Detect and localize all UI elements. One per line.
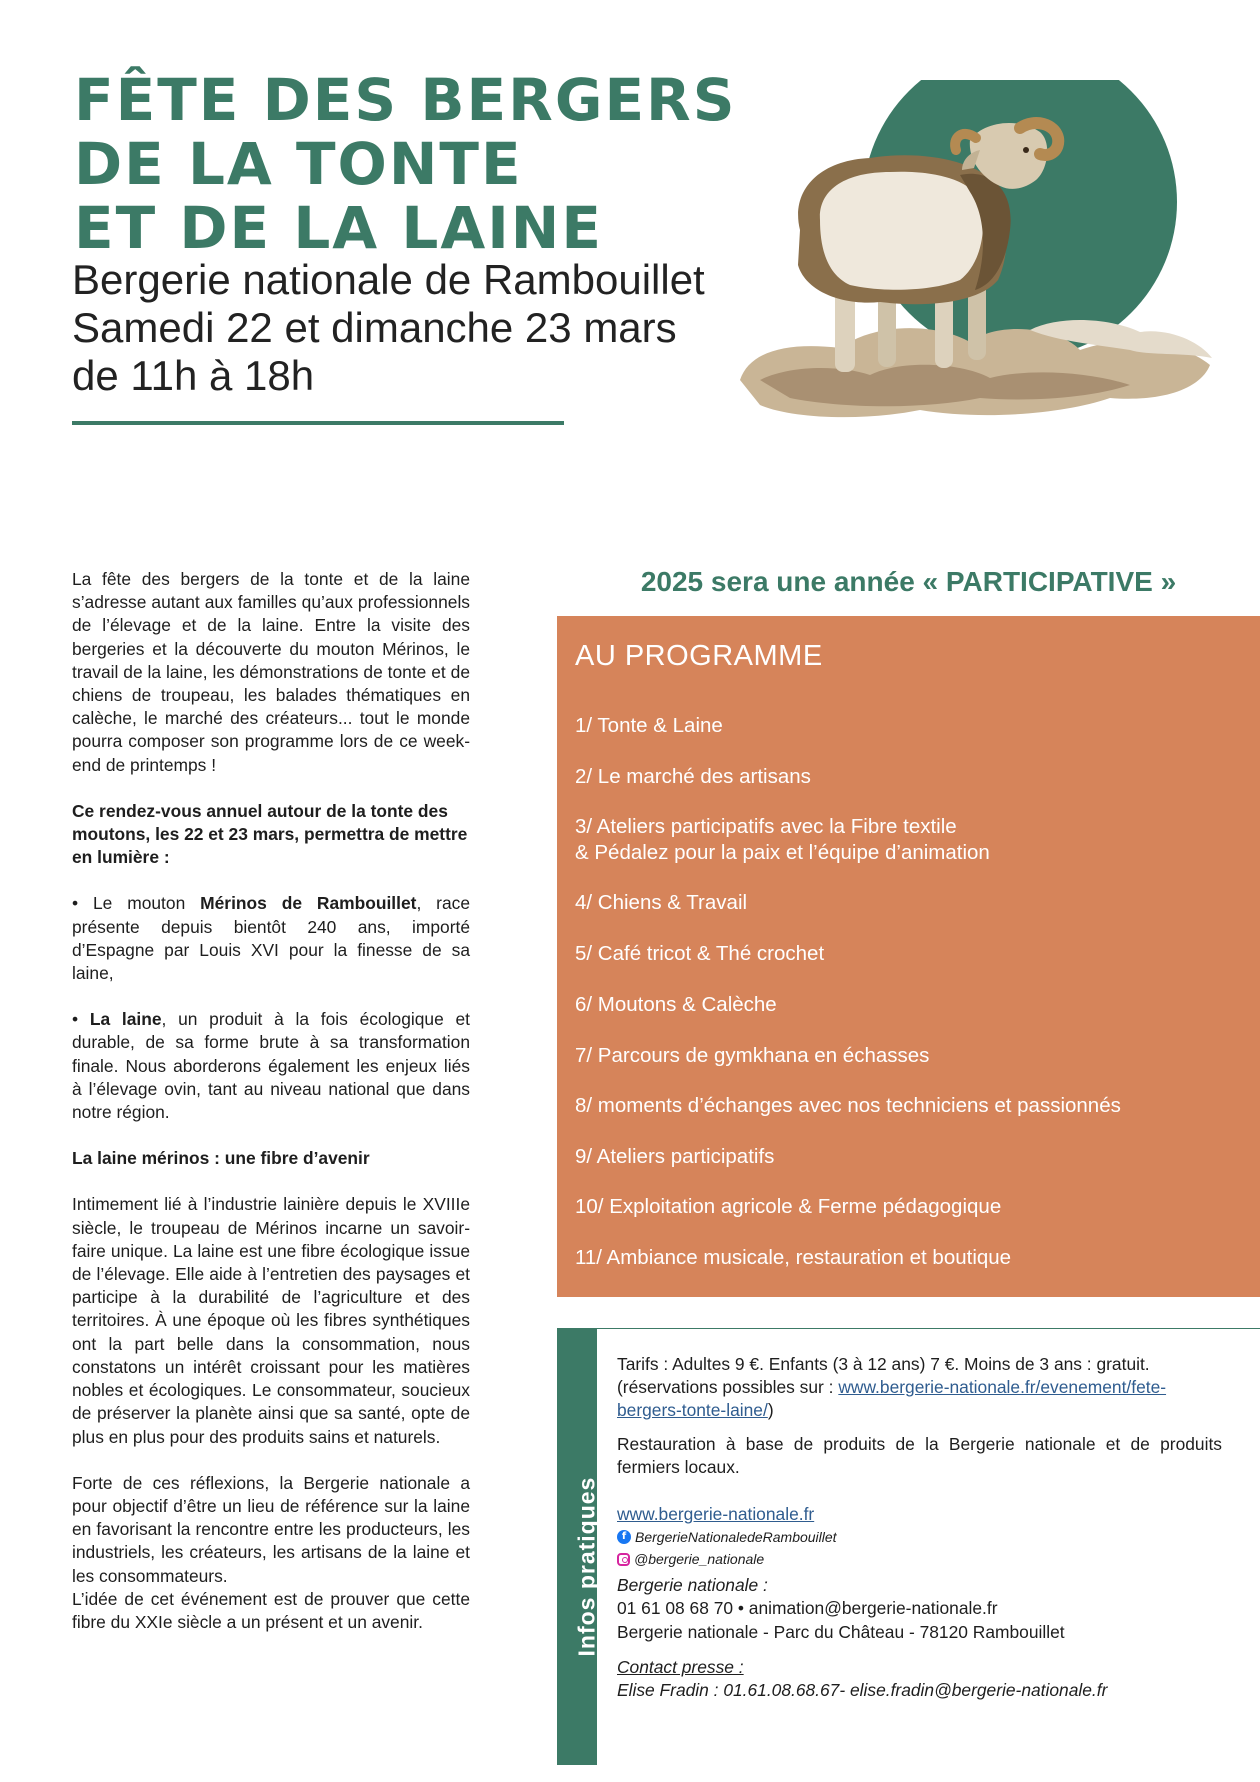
reservation-close: ) [767,1400,774,1421]
facebook-row[interactable] [617,1526,1222,1548]
idea-paragraph: L’idée de cet événement est de prouver que cette fibre du XXIe siècle a un présent et un avenir. [72,1588,470,1632]
reservation [617,1376,1222,1422]
program-item: 1/ Tonte & Laine [575,714,723,737]
program-heading: AU PROGRAMME [575,640,823,672]
bullet-merinos [72,892,470,985]
program-item: 5/ Café tricot & Thé crochet [575,942,825,965]
event-title [74,68,737,260]
program-item: 6/ Moutons & Calèche [575,993,777,1016]
press-label: Contact presse : [617,1656,744,1677]
program-box [557,616,1260,1297]
instagram-icon [617,1553,630,1566]
infos-content [617,1353,1222,1702]
merinos-paragraph: Intimement lié à l’industrie lainière depuis le XVIIIe siècle, le troupeau de Mérinos incarne un savoir-faire unique. La laine est une fibre écologique issue de l’élevage. Elle aide à l’entretien des paysages et participe à la durabilité de l’agriculture et des territoires. À une époque où les fibres synthétiques ont la part belle dans la consommation, nous constatons un intérêt croissant pour les matières nobles et écologiques. Le consommateur, soucieux de préserver la planète ainsi que sa santé, opte de plus en plus pour des produits sains et naturels. [72,1194,470,1447]
restauration: Restauration à base de produits de la Bergerie nationale et de produits fermiers locaux. [617,1433,1222,1477]
website-row [617,1503,1222,1526]
instagram-handle: @bergerie_nationale [634,1551,765,1568]
website-link[interactable]: www.bergerie-nationale.fr [617,1504,815,1525]
header-divider [72,421,564,425]
bullet-prefix: • [72,1009,90,1030]
bullet-keyword: Mérinos de Rambouillet [200,893,417,914]
tarifs: Tarifs : Adultes 9 €. Enfants (3 à 12 ans) 7 €. Moins de 3 ans : gratuit. [617,1354,1150,1374]
facebook-handle: BergerieNationaledeRambouillet [635,1529,837,1546]
program-item: 10/ Exploitation agricole & Ferme pédagogique [575,1195,1002,1218]
bullet-text: , race présente depuis bientôt 240 ans, importé d’Espagne par Louis XVI pour la finesse de sa laine, [72,893,470,984]
program-item: 2/ Le marché des artisans [575,765,811,788]
org-label: Bergerie nationale : [617,1575,768,1596]
infos-sidebar [557,1329,600,1765]
infos-panel [557,1328,1260,1765]
program-item: 11/ Ambiance musicale, restauration et boutique [575,1246,1012,1269]
bullet-prefix: • Le mouton [72,893,201,914]
reservation-link[interactable]: www.bergerie-nationale.fr/evenement/fete-bergers-tonte-laine/ [617,1377,1167,1421]
intro-paragraph: La fête des bergers de la tonte et de la laine s’adresse autant aux familles qu’aux professionnels de l’élevage et de la laine. Entre la visite des bergeries et la découverte du mouton Mérinos, le travail de la laine, les démonstrations de tonte et de chiens de troupeau, les balades thématiques en calèche, le marché des créateurs... tout le monde pourra composer son programme lors de ce week-end de printemps ! [72,569,470,775]
program-item: 7/ Parcours de gymkhana en échasses [575,1044,930,1067]
org-address: Bergerie nationale - Parc du Château - 78120 Rambouillet [617,1621,1065,1642]
instagram-row[interactable] [617,1548,1222,1570]
bullet-laine [72,1008,470,1124]
title-line-1: FÊTE DES BERGERS [74,66,737,134]
org-contact: 01 61 08 68 70 • animation@bergerie-nationale.fr [617,1598,998,1619]
participative-tagline: 2025 sera une année « PARTICIPATIVE » [640,566,1177,597]
sheep-illustration [730,80,1220,430]
program-item: & Pédalez pour la paix et l’équipe d’animation [575,841,990,864]
facebook-icon: f [617,1530,631,1544]
bullet-keyword: La laine [89,1009,162,1030]
subtitle-venue: Bergerie nationale de Rambouillet [72,256,705,303]
reservation-label: (réservations possibles sur : [617,1377,839,1398]
infos-label: Infos pratiques [573,1476,600,1657]
intro-lead: Ce rendez-vous annuel autour de la tonte des moutons, les 22 et 23 mars, permettra de mettre en lumière : [72,800,468,868]
program-item: 3/ Ateliers participatifs avec la Fibre textile [575,815,957,838]
bullet-text: , un produit à la fois écologique et durable, de sa forme brute à sa transformation finale. Nous aborderons également les enjeux liés à l’élevage ovin, tant au niveau national que dans notre région. [72,1009,470,1123]
subtitle-dates: Samedi 22 et dimanche 23 mars [72,304,677,351]
program-item: 9/ Ateliers participatifs [575,1145,775,1168]
title-line-2: DE LA TONTE [74,130,523,198]
intro-column [72,568,470,1657]
objective-paragraph: Forte de ces réflexions, la Bergerie nationale a pour objectif d’être un lieu de référence sur la laine en favorisant la rencontre entre les producteurs, les industriels, les créateurs, les artisans de la laine et les consommateurs. [72,1472,470,1586]
title-line-3: ET DE LA LAINE [74,194,603,262]
press-contact: Elise Fradin : 01.61.08.68.67- elise.fradin@bergerie-nationale.fr [617,1680,1108,1701]
program-item: 4/ Chiens & Travail [575,891,748,914]
event-subtitle [72,256,705,400]
subtitle-hours: de 11h à 18h [72,352,315,399]
program-item: 8/ moments d’échanges avec nos techniciens et passionnés [575,1094,1121,1117]
section-heading: La laine mérinos : une fibre d’avenir [72,1148,370,1169]
